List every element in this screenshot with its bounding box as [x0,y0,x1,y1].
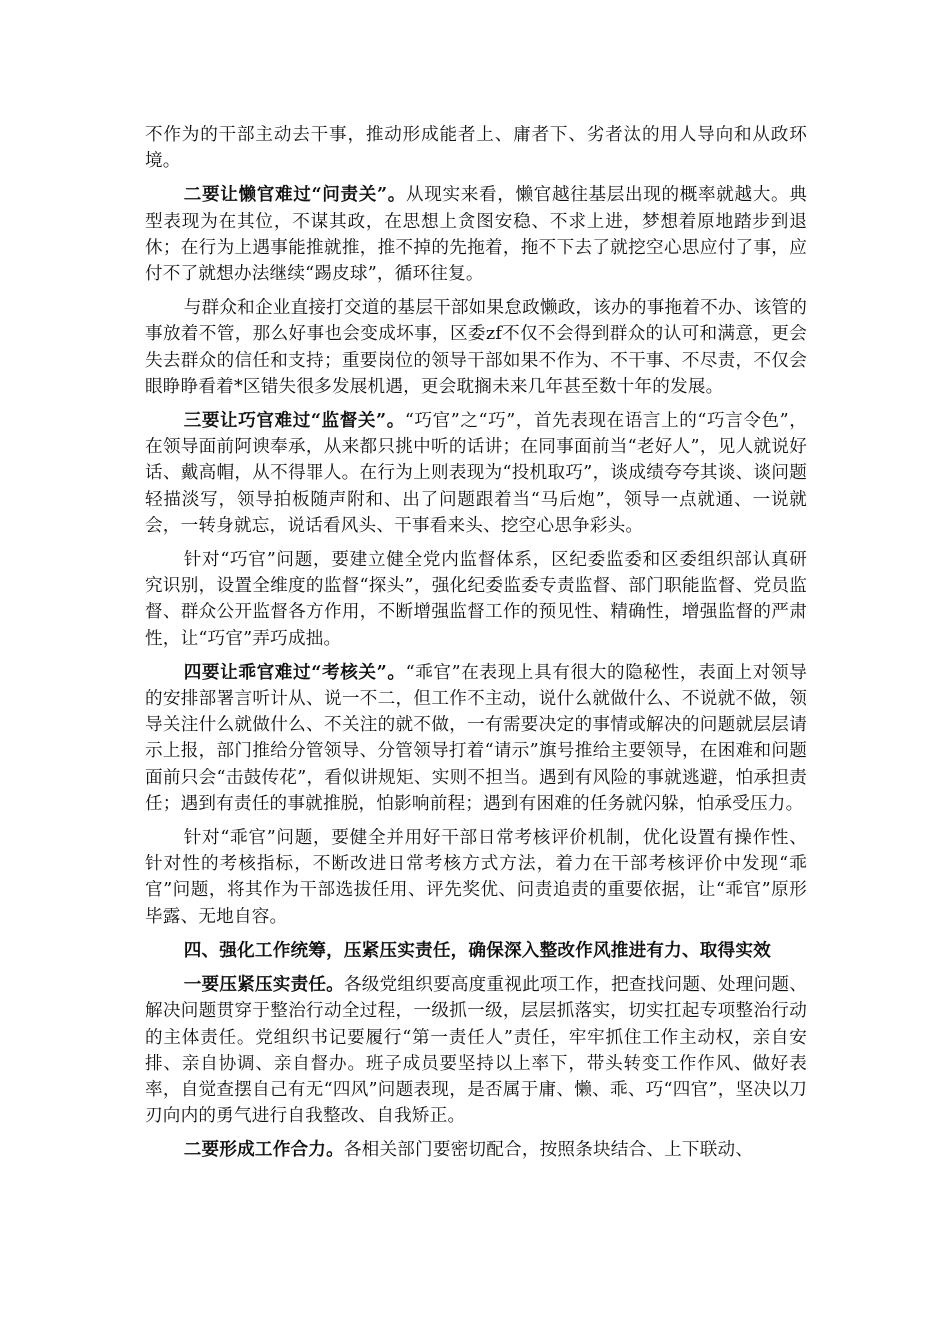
paragraph-lead: 二要形成工作合力。 [183,1139,344,1161]
paragraph-lazy-officials [145,182,807,287]
paragraph-text: “巧官”之“巧”，首先表现在语言上的“巧言令色”，在领导面前阿谀奉承，从来都只挑中听的话讲；在同事面前当“老好人”，见人就说好话、戴高帽，从不得罪人。在行为上则表现为“投机取巧”，谈成绩夸夸其谈、谈问题轻描淡写，领导拍板随声附和、出了问题跟着当“马后炮”，领导一点就通、一说就会，一转身就忘，说话看风头、干事看来头、挖空心思争彩头。 [145,411,807,536]
section-heading-four [145,938,807,964]
paragraph-grassroots [145,295,807,400]
paragraph-text: “乖官”在表现上具有很大的隐秘性，表面上对领导的安排部署言听计从、说一不二，但工作不主动，说什么就做什么、不说就不做，领导关注什么就做什么、不关注的就不做，一有需要决定的事情或解决的问题就层层请示上报，部门推给分管领导、分管领导打着“请示”旗号推给主要领导，在困难和问题面前只会“击鼓传花”，看似讲规矩、实则不担当。遇到有风险的事就逃避，怕承担责任；遇到有责任的事就推脱，怕影响前程；遇到有困难的任务就闪躲，怕承受压力。 [145,662,807,814]
paragraph-assessment [145,825,807,930]
paragraph-lead: 四要让乖官难过“考核关”。 [183,661,406,683]
paragraph-continued [145,122,807,174]
document-page [145,122,807,1164]
paragraph-text: 各相关部门要密切配合，按照条块结合、上下联动、 [343,1140,754,1161]
paragraph-text: 针对“乖官”问题，要健全并用好干部日常考核评价机制，优化设置有操作性、针对性的考核指标，不断改进日常考核方式方法，着力在干部考核评价中发现“乖官”问题，将其作为干部选拔任用、评先奖优、问责追责的重要依据，让“乖官”原形毕露、无地自容。 [145,828,807,927]
paragraph-text: 从现实来看，懒官越往基层出现的概率就越大。典型表现为在其位，不谋其政，在思想上贪图安稳、不求上进，梦想着原地踏步到退休；在行为上遇事能推就推，推不掉的先拖着，拖不下去了就挖空心思应付了事，应付不了就想办法继续“踢皮球”，循环往复。 [145,185,807,285]
paragraph-obedient-officials [145,660,807,817]
paragraph-text: 针对“巧官”问题，要建立健全党内监督体系，区纪委监委和区委组织部认真研究识别，设置全维度的监督“探头”，强化纪委监委专责监督、部门职能监督、党员监督、群众公开监督各方作用，不断增强监督工作的预见性、精确性，增强监督的严肃性，让“巧官”弄巧成拙。 [145,550,807,649]
paragraph-clever-officials [145,408,807,539]
section-heading-text: 四、强化工作统筹，压紧压实责任，确保深入整改作风推进有力、取得实效 [183,939,771,961]
paragraph-text: 与群众和企业直接打交道的基层干部如果怠政懒政，该办的事拖着不办、该管的事放着不管，那么好事也会变成坏事，区委zf不仅不会得到群众的认可和满意，更会失去群众的信任和支持；重要岗位的领导干部如果不作为、不干事、不尽责，不仅会眼睁睁看着*区错失很多发展机遇，更会耽搁未来几年甚至数十年的发展。 [145,298,807,397]
paragraph-supervision [145,547,807,652]
paragraph-lead: 二要让懒官难过“问责关”。 [183,184,406,206]
paragraph-text: 各级党组织要高度重视此项工作，把查找问题、处理问题、解决问题贯穿于整治行动全过程，一级抓一级，层层抓落实，切实扛起专项整治行动的主体责任。党组织书记要履行“第一责任人”责任，牢牢抓住工作主动权，亲自安排、亲自协调、亲自督办。班子成员要坚持以上率下，带头转变工作作风、做好表率，自觉查摆自己有无“四风”问题表现，是否属于庸、懒、乖、巧“四官”，坚决以刀刃向内的勇气进行自我整改、自我矫正。 [145,975,807,1127]
paragraph-text: 不作为的干部主动去干事，推动形成能者上、庸者下、劣者汰的用人导向和从政环境。 [145,125,807,172]
paragraph-lead: 一要压紧压实责任。 [183,974,344,996]
paragraph-responsibility [145,972,807,1129]
paragraph-joint-force [145,1137,807,1163]
paragraph-lead: 三要让巧官难过“监督关”。 [183,410,405,432]
